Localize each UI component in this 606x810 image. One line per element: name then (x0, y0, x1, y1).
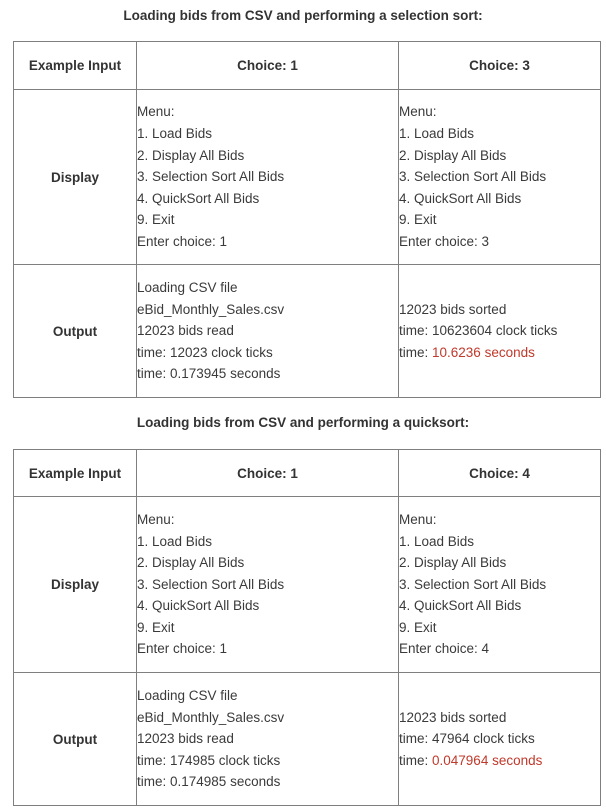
highlighted-seconds: 0.047964 seconds (432, 752, 543, 768)
text-line: Menu: (399, 511, 437, 527)
output-row (14, 265, 601, 398)
section-title-quicksort: Loading bids from CSV and performing a quicksort: (136, 415, 470, 430)
text-line: 2. Display All Bids (137, 555, 245, 571)
text-line: Loading CSV file (137, 688, 238, 704)
choice-column-1: Choice: 1 (137, 450, 399, 497)
text-line: 2. Display All Bids (137, 147, 245, 163)
header-row (14, 42, 601, 90)
text-line: 4. QuickSort All Bids (137, 190, 260, 206)
text-line: time: 0.173945 seconds (137, 366, 281, 382)
selection-sort-table (13, 41, 601, 398)
text-line: eBid_Monthly_Sales.csv (137, 301, 285, 317)
text-line: Menu: (137, 104, 175, 120)
example-input-label: Example Input (14, 450, 137, 497)
text-line: 12023 bids sorted (399, 709, 507, 725)
text-line: 3. Selection Sort All Bids (137, 169, 285, 185)
text-line (399, 750, 600, 772)
text-line: Loading CSV file (137, 280, 238, 296)
display-cell-1 (137, 90, 399, 265)
display-row (14, 497, 601, 673)
choice-column-2: Choice: 4 (399, 450, 601, 497)
display-cell-2 (399, 90, 601, 265)
text-line: Enter choice: 4 (399, 641, 490, 657)
display-label: Display (14, 90, 137, 265)
text-line: 1. Load Bids (137, 533, 213, 549)
output-cell-2 (399, 265, 601, 398)
display-cell-1 (137, 497, 399, 673)
time-prefix: time: (399, 344, 433, 360)
text-line: Enter choice: 3 (399, 233, 490, 249)
highlighted-seconds: 10.6236 seconds (432, 344, 535, 360)
output-cell-1 (137, 265, 399, 398)
output-row (14, 673, 601, 806)
text-line: 9. Exit (399, 212, 437, 228)
time-prefix: time: (399, 752, 433, 768)
text-line: Enter choice: 1 (137, 233, 228, 249)
text-line: 3. Selection Sort All Bids (399, 576, 547, 592)
text-line: time: 0.174985 seconds (137, 774, 281, 790)
text-line: 9. Exit (399, 619, 437, 635)
text-line: 2. Display All Bids (399, 555, 507, 571)
text-line (399, 342, 600, 364)
header-row (14, 450, 601, 497)
text-line: time: 12023 clock ticks (137, 344, 273, 360)
text-line: 4. QuickSort All Bids (399, 598, 522, 614)
text-line: Menu: (137, 511, 175, 527)
text-line: 12023 bids read (137, 731, 234, 747)
section-title-selection-sort: Loading bids from CSV and performing a selection sort: (123, 8, 483, 23)
quicksort-table (13, 449, 601, 806)
text-line: 3. Selection Sort All Bids (399, 169, 547, 185)
output-cell-2 (399, 673, 601, 806)
text-line: 1. Load Bids (399, 533, 475, 549)
display-cell-2 (399, 497, 601, 673)
text-line: 1. Load Bids (137, 126, 213, 142)
example-input-label: Example Input (14, 42, 137, 90)
text-line: 4. QuickSort All Bids (399, 190, 522, 206)
text-line: 4. QuickSort All Bids (137, 598, 260, 614)
output-cell-1 (137, 673, 399, 806)
choice-column-2: Choice: 3 (399, 42, 601, 90)
text-line: time: 10623604 clock ticks (399, 323, 558, 339)
text-line: 3. Selection Sort All Bids (137, 576, 285, 592)
text-line: 12023 bids sorted (399, 301, 507, 317)
text-line: time: 174985 clock ticks (137, 752, 281, 768)
text-line: Menu: (399, 104, 437, 120)
display-label: Display (14, 497, 137, 673)
text-line: 9. Exit (137, 212, 175, 228)
text-line: time: 47964 clock ticks (399, 731, 535, 747)
output-label: Output (14, 265, 137, 398)
output-label: Output (14, 673, 137, 806)
text-line: Enter choice: 1 (137, 641, 228, 657)
display-row (14, 90, 601, 265)
text-line: 9. Exit (137, 619, 175, 635)
choice-column-1: Choice: 1 (137, 42, 399, 90)
text-line: 1. Load Bids (399, 126, 475, 142)
text-line: 12023 bids read (137, 323, 234, 339)
text-line: 2. Display All Bids (399, 147, 507, 163)
text-line: eBid_Monthly_Sales.csv (137, 709, 285, 725)
